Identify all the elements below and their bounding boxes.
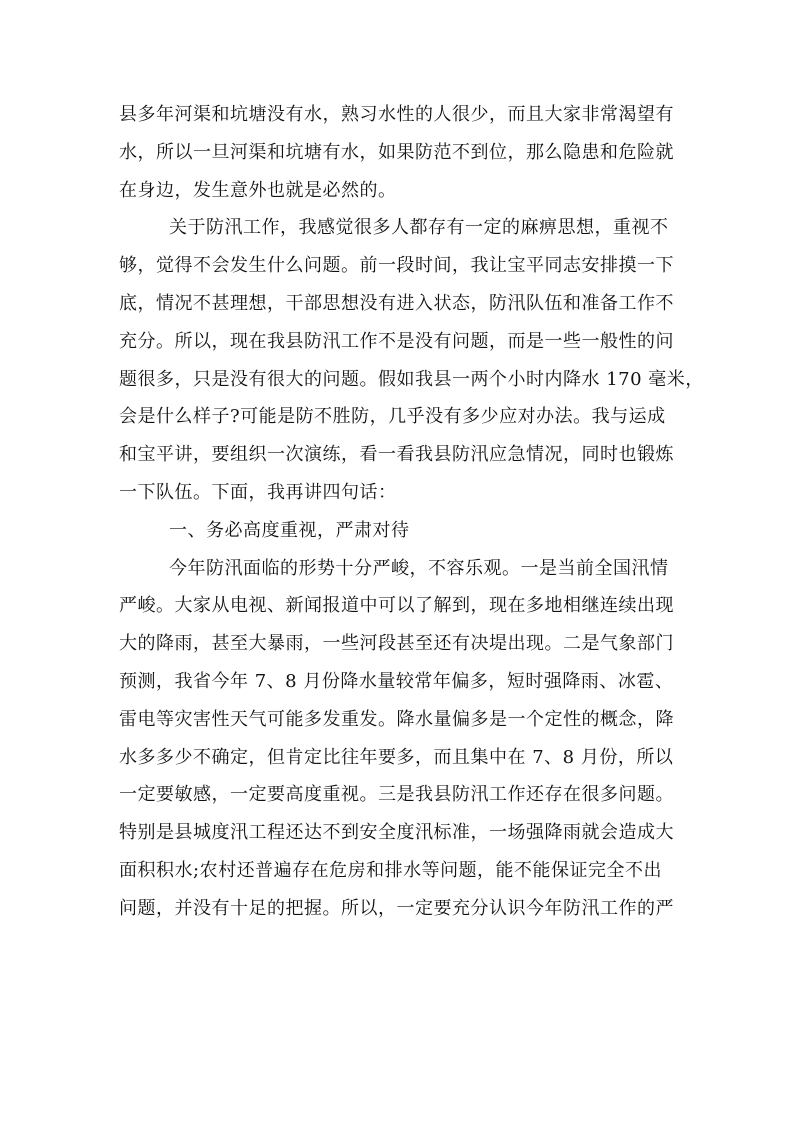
text-line: 大的降雨，甚至大暴雨，一些河段甚至还有决堤出现。二是气象部门: [119, 633, 674, 655]
text-line: 县多年河渠和坑塘没有水，熟习水性的人很少，而且大家非常渴望有: [119, 104, 674, 125]
text-line: 一下队伍。下面，我再讲四句话：: [119, 481, 397, 503]
text-line: 水多多少不确定，但肯定比往年要多，而且集中在 7、8 月份，所以: [119, 746, 674, 768]
text-line: 水，所以一旦河渠和坑塘有水，如果防范不到位，那么隐患和危险就: [119, 141, 674, 163]
text-line: 特别是县城度汛工程还达不到安全度汛标准，一场强降雨就会造成大: [119, 822, 674, 844]
text-line: 题很多，只是没有很大的问题。假如我县一两个小时内降水 170 毫米，: [119, 368, 704, 390]
text-line: 底，情况不甚理想，干部思想没有进入状态，防汛队伍和准备工作不: [119, 292, 674, 314]
text-line: 严峻。大家从电视、新闻报道中可以了解到，现在多地相继连续出现: [119, 595, 674, 617]
text-line: 雷电等灾害性天气可能多发重发。降水量偏多是一个定性的概念，降: [119, 708, 674, 730]
text-line: 预测，我省今年 7、8 月份降水量较常年偏多，短时强降雨、冰雹、: [119, 670, 674, 692]
text-line: 充分。所以，现在我县防汛工作不是没有问题，而是一些一般性的问: [119, 330, 674, 352]
text-line: 一定要敏感，一定要高度重视。三是我县防汛工作还存在很多问题。: [119, 784, 674, 806]
paragraph-first-line: 关于防汛工作，我感觉很多人都存有一定的麻痹思想，重视不: [169, 217, 669, 239]
text-line: 够，觉得不会发生什么问题。前一段时间，我让宝平同志安排摸一下: [119, 255, 674, 277]
paragraph-first-line: 今年防汛面临的形势十分严峻，不容乐观。一是当前全国汛情: [169, 557, 669, 579]
text-line: 和宝平讲，要组织一次演练，看一看我县防汛应急情况，同时也锻炼: [119, 444, 674, 466]
text-line: 在身边，发生意外也就是必然的。: [119, 179, 397, 201]
text-line: 会是什么样子?可能是防不胜防，几乎没有多少应对办法。我与运成: [119, 406, 666, 428]
document-body: [119, 103, 704, 935]
text-line: 问题，并没有十足的把握。所以，一定要充分认识今年防汛工作的严: [119, 897, 674, 919]
text-line: 面积积水;农村还普遍存在危房和排水等问题，能不能保证完全不出: [119, 859, 663, 881]
section-heading: 一、务必高度重视，严肃对待: [169, 519, 410, 541]
